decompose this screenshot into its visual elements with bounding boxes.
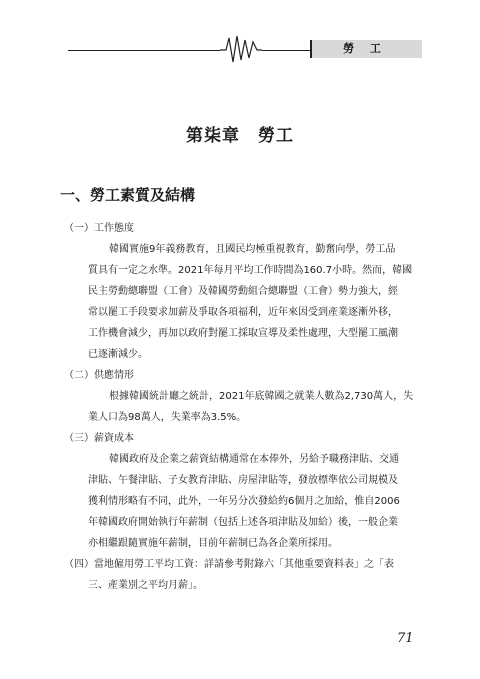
paragraph-line: 亦相繼跟隨實施年薪制，目前年薪制已為各企業所採用。 [88,538,338,549]
paragraph-line: 根據韓國統計廳之統計，2021年底韓國之就業人數為2,730萬人，失 [109,391,414,402]
paragraph-line: 獲利情形略有不同，此外，一年另分次發給約6個月之加給，惟自2006 [88,496,400,507]
header-rule-right [262,50,310,51]
subsection-heading-work-attitude: （一）工作態度 [64,223,134,234]
section-heading: 一、勞工素質及結構 [60,186,196,204]
paragraph-work-attitude [88,239,418,365]
paragraph-line: 業人口為98萬人，失業率為3.5%。 [88,412,247,423]
paragraph-supply [88,386,418,428]
paragraph-line: 年韓國政府開始執行年薪制（包括上述各項津貼及加給）後，一般企業 [88,517,398,528]
paragraph-line: 民主勞動總聯盟（工會）及韓國勞動組合總聯盟（工會）勢力強大，經 [88,286,398,297]
page-number: 71 [397,631,414,646]
paragraph-line: 津貼、午餐津貼、子女教育津貼、房屋津貼等，發放標準依公司規模及 [88,475,398,486]
paragraph-wage-cost [88,449,418,554]
subsection-heading-supply: （二）供應情形 [64,370,134,381]
paragraph-line: 韓國實施9年義務教育，且國民均極重視教育，勤奮向學，勞工品 [109,244,396,255]
paragraph-line: 常以罷工手段要求加薪及爭取各項福利，近年來因受到產業逐漸外移， [88,307,398,318]
subsection-heading-average-wage [64,554,394,596]
paragraph-line: 已逐漸減少。 [88,349,148,360]
subsection-heading-line: （四）當地僱用勞工平均工資：詳請參考附錄六「其他重要資料表」之「表 [64,559,394,570]
header-section-label: 勞 工 [343,42,387,55]
paragraph-line: 工作機會減少，再加以政府對罷工採取宣導及柔性處理，大型罷工風潮 [88,328,398,339]
paragraph-line: 質具有一定之水準。2021年每月平均工作時間為160.7小時。然而，韓國 [88,265,413,276]
paragraph-line: 韓國政府及企業之薪資結構通常在本俸外，另給予職務津貼、交通 [109,454,399,465]
subsection-heading-wage-cost: （三）薪資成本 [64,433,134,444]
chapter-title: 第柒章 勞工 [186,126,294,146]
subsection-heading-line: 三、產業別之平均月薪」。 [88,580,203,591]
